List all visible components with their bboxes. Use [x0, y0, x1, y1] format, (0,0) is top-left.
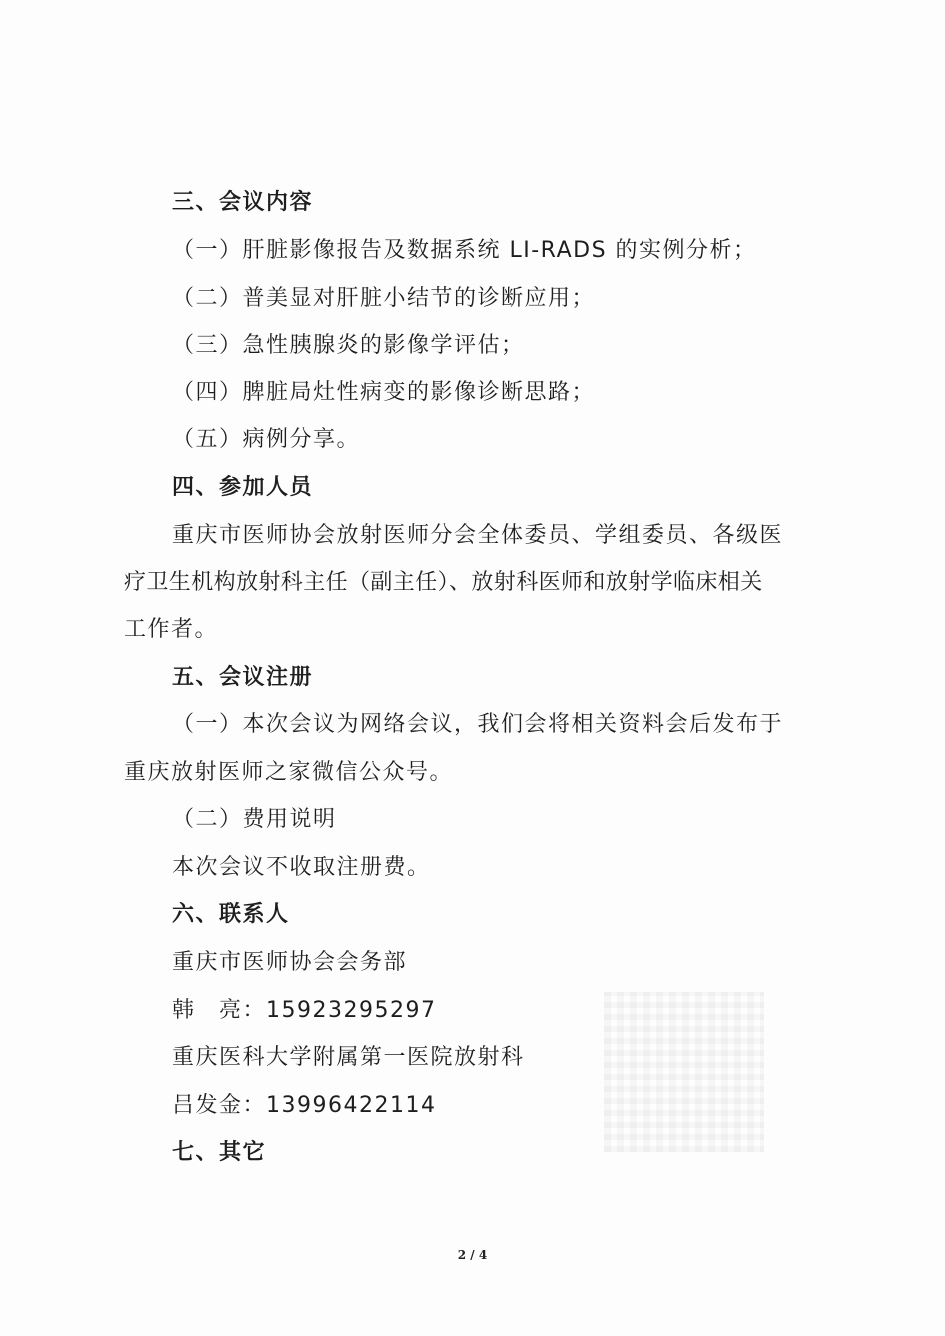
section-4-paragraph-line-3: 工作者。 — [124, 617, 219, 642]
section-4-paragraph-line-2: 疗卫生机构放射科主任（副主任）、放射科医师和放射学临床相关 — [124, 570, 763, 595]
section-3-item-5: （五）病例分享。 — [172, 427, 361, 452]
section-3-item-1: （一）肝脏影像报告及数据系统 LI-RADS 的实例分析； — [172, 238, 757, 263]
section-3-item-3: （三）急性胰腺炎的影像学评估； — [172, 333, 525, 358]
contact-organization-2: 重庆医科大学附属第一医院放射科 — [172, 1045, 525, 1070]
section-3-item-2: （二）普美显对肝脏小结节的诊断应用； — [172, 286, 596, 311]
contact-person-1: 韩 亮：15923295297 — [172, 998, 437, 1023]
contact-person-2: 吕发金：13996422114 — [172, 1093, 437, 1118]
section-4-paragraph-line-1: 重庆市医师协会放射医师分会全体委员、学组委员、各级医 — [172, 523, 784, 548]
section-3-heading: 三、会议内容 — [172, 190, 314, 215]
section-7-heading: 七、其它 — [172, 1140, 267, 1165]
section-5-item-2: （二）费用说明 — [172, 807, 337, 832]
section-5-item-2-text: 本次会议不收取注册费。 — [172, 855, 431, 880]
section-5-item-1-continued: 重庆放射医师之家微信公众号。 — [124, 760, 454, 785]
section-4-heading: 四、参加人员 — [172, 475, 314, 500]
page-number: 2 / 4 — [457, 1248, 488, 1262]
contact-organization-1: 重庆市医师协会会务部 — [172, 950, 408, 975]
section-5-heading: 五、会议注册 — [172, 665, 314, 690]
section-6-heading: 六、联系人 — [172, 902, 290, 927]
section-3-item-4: （四）脾脏局灶性病变的影像诊断思路； — [172, 380, 596, 405]
section-5-item-1: （一）本次会议为网络会议，我们会将相关资料会后发布于 — [172, 712, 784, 737]
bleed-through-qr-code — [604, 992, 764, 1152]
